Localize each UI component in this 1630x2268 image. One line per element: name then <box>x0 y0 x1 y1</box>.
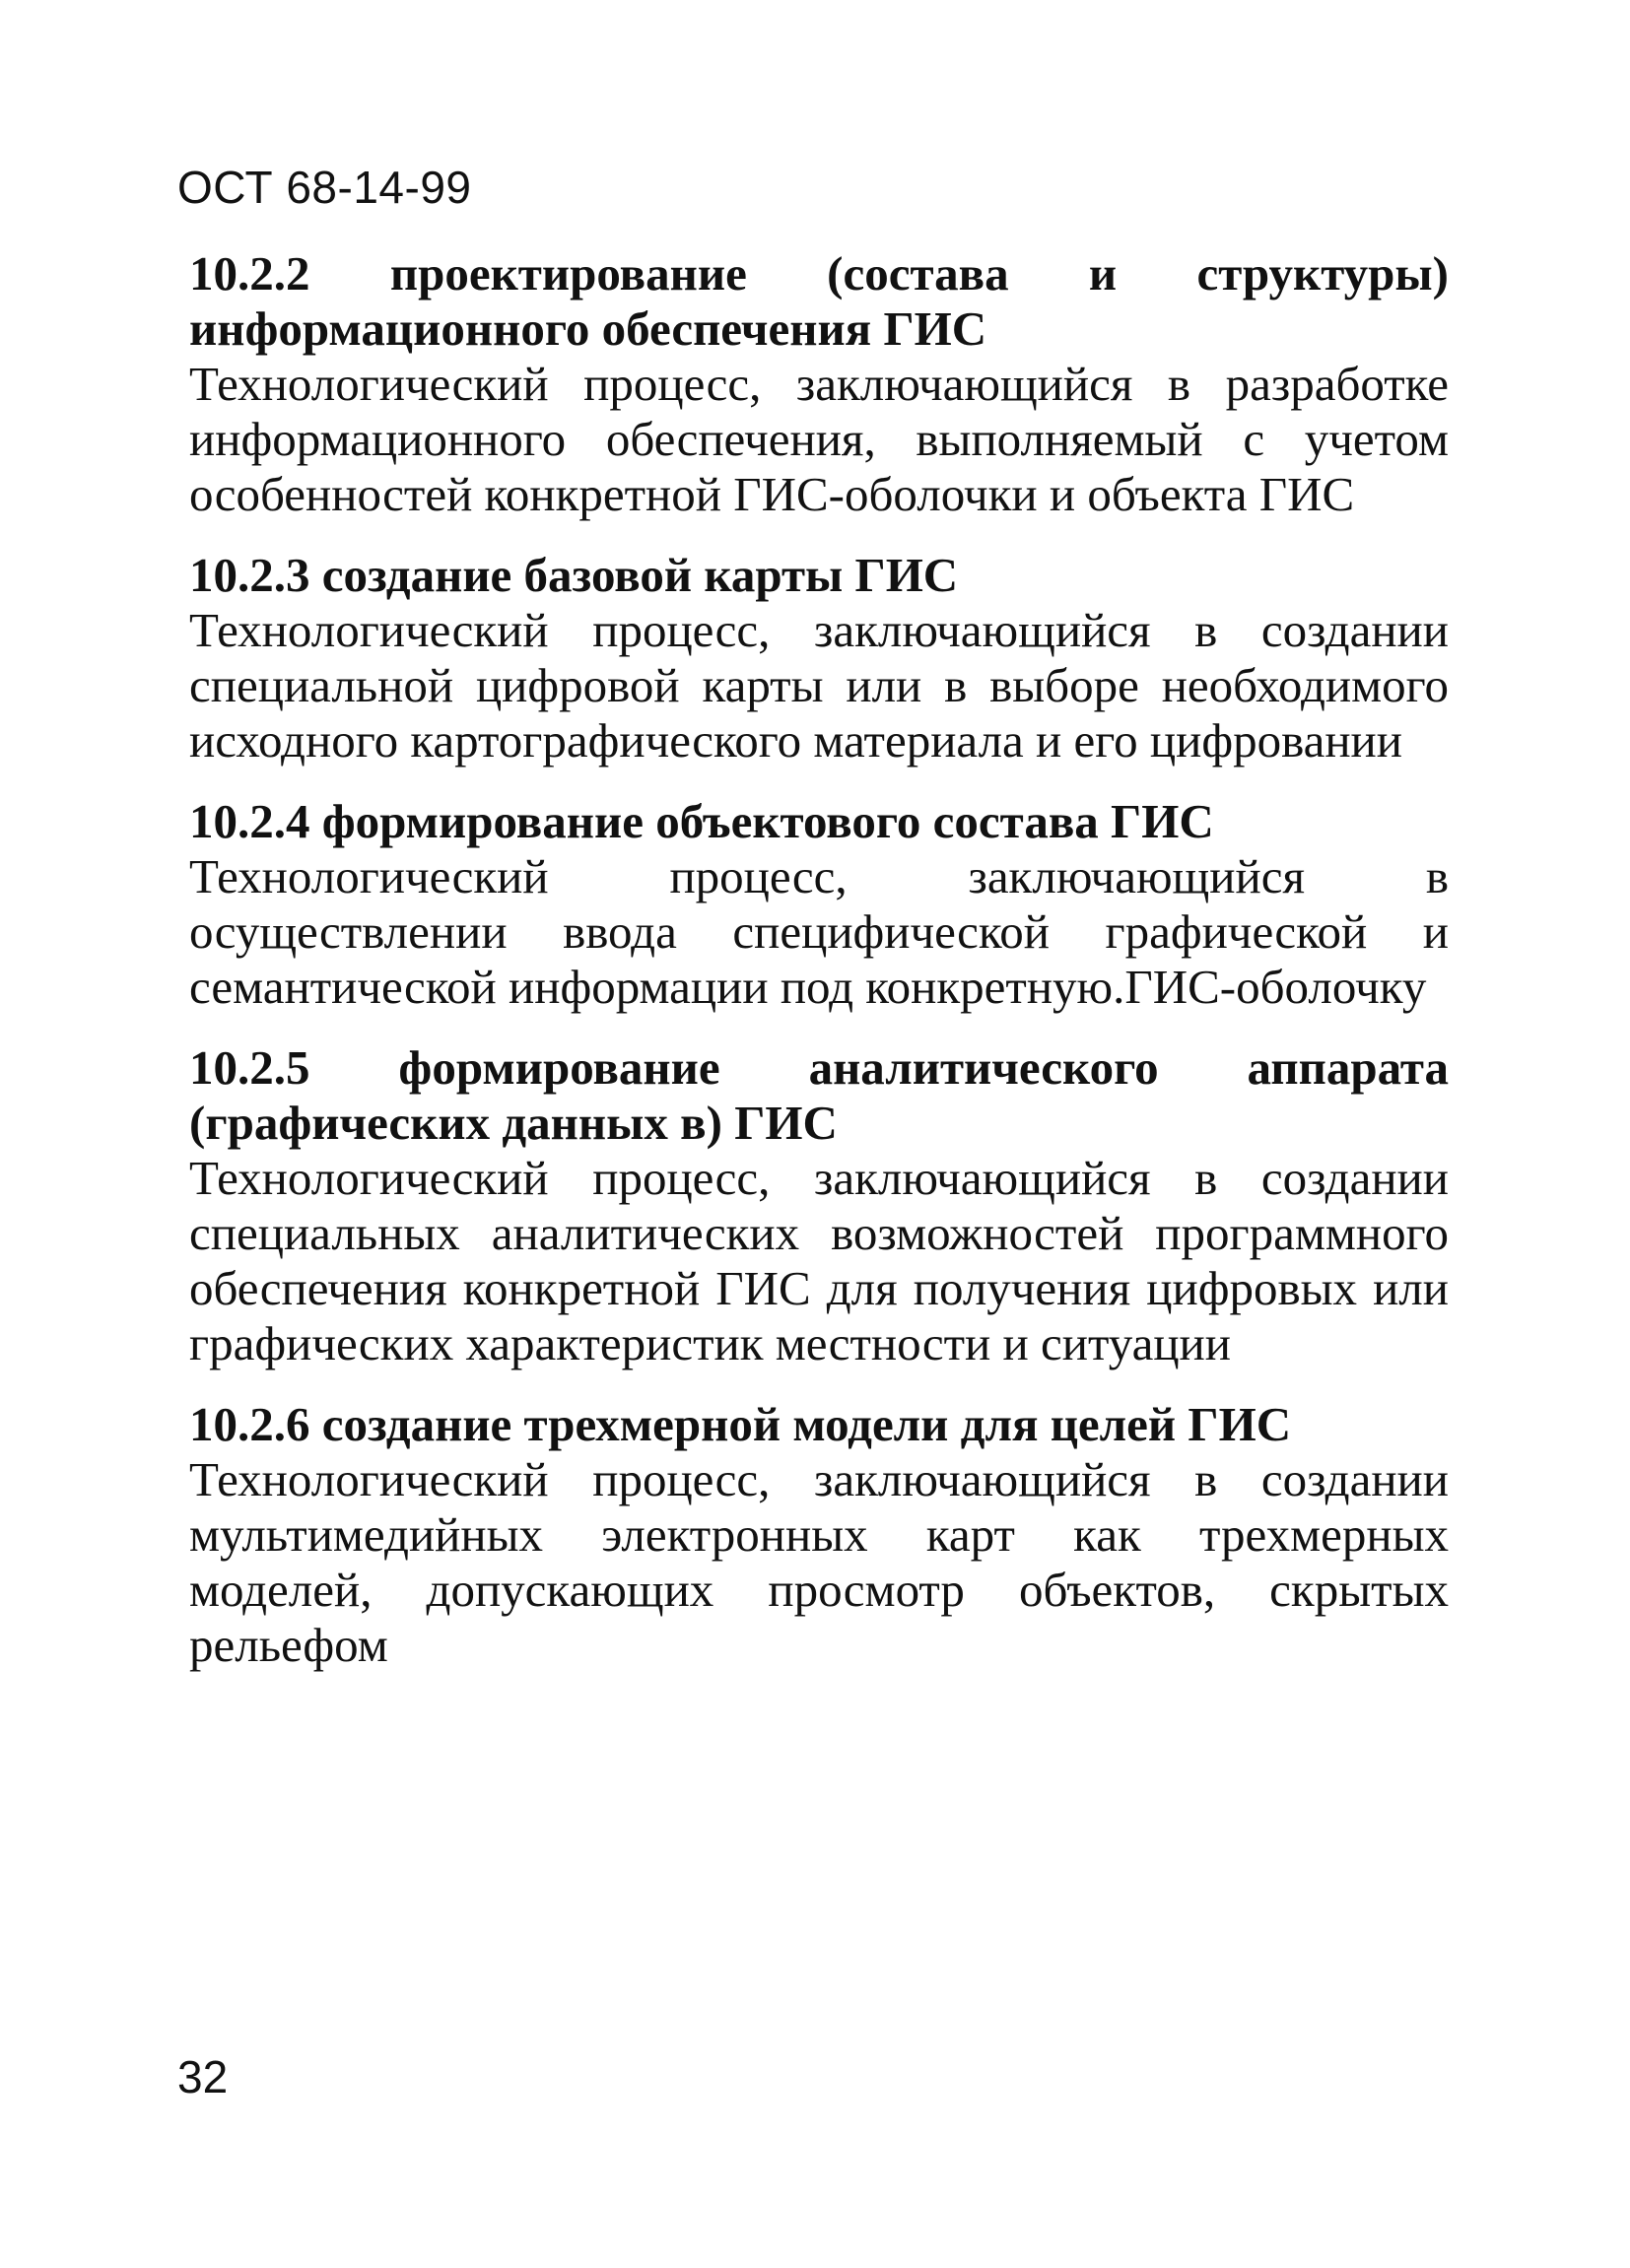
term-definition: Технологический процесс, заключающийся в создании специальной цифровой карты или в выборе необходимого исходного картографического материала и его цифровании <box>189 603 1449 767</box>
term-heading <box>189 246 1449 357</box>
term-title: формирование аналитического аппарата (графических данных в) ГИС <box>189 1040 1449 1150</box>
term-title: создание базовой карты ГИС <box>321 548 959 602</box>
term-definition: Технологический процесс, заключающийся в создании мультимедийных электронных карт как трехмерных моделей, допускающих просмотр объектов, скрытых рельефом <box>189 1452 1449 1672</box>
term-entry-10-2-6 <box>189 1397 1449 1673</box>
term-title: создание трехмерной модели для целей ГИС <box>321 1397 1292 1451</box>
page-number: 32 <box>177 2051 229 2102</box>
term-heading <box>189 1397 1449 1452</box>
term-number: 10.2.2 <box>189 246 310 300</box>
term-heading <box>189 794 1449 849</box>
term-title: формирование объектового состава ГИС <box>321 794 1214 848</box>
term-definition: Технологический процесс, заключающийся в создании специальных аналитических возможностей программного обеспечения конкретной ГИС для получения цифровых или графических характеристик местности и ситуации <box>189 1151 1449 1370</box>
term-number: 10.2.5 <box>189 1040 310 1095</box>
terms-section <box>189 246 1449 1699</box>
term-entry-10-2-5 <box>189 1040 1449 1371</box>
term-number: 10.2.6 <box>189 1397 310 1451</box>
term-heading <box>189 548 1449 603</box>
term-definition: Технологический процесс, заключающийся в разработке информационного обеспечения, выполняемый с учетом особенностей конкретной ГИС-оболочки и объекта ГИС <box>189 357 1449 521</box>
document-code: ОСТ 68-14-99 <box>177 162 472 213</box>
term-definition: Технологический процесс, заключающийся в осуществлении ввода специфической графической и семантической информации под конкретную.ГИС-оболочку <box>189 849 1449 1014</box>
term-entry-10-2-3 <box>189 548 1449 768</box>
term-number: 10.2.3 <box>189 548 310 602</box>
term-title: проектирование (состава и структуры) информационного обеспечения ГИС <box>189 246 1450 356</box>
term-entry-10-2-2 <box>189 246 1449 522</box>
term-number: 10.2.4 <box>189 794 310 848</box>
term-heading <box>189 1040 1449 1151</box>
term-entry-10-2-4 <box>189 794 1449 1015</box>
